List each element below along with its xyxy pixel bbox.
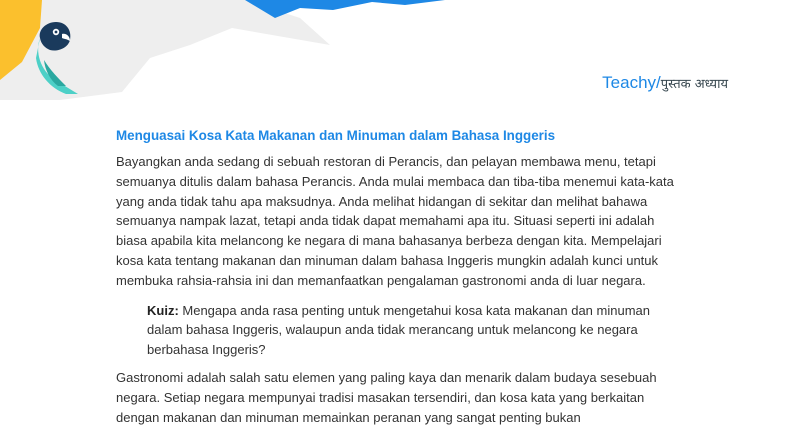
paragraph-intro: Bayangkan anda sedang di sebuah restoran di Perancis, dan pelayan membawa menu, tetapi semuanya ditulis dalam bahasa Perancis. Anda mulai membaca dan tiba-tiba menemui kata-kata yang anda tidak tahu apa maksudnya. Anda melihat hidangan di sekitar dan melihat bahawa semuanya nampak lazat, tetapi anda tidak dapat memahami apa itu. Situasi seperti ini adalah biasa apabila kita melancong ke negara di mana bahasanya berbeza dengan kita. Mempelajari kosa kata tentang makanan dan minuman dalam bahasa Inggeris mungkin adalah kunci untuk membuka rahsia-rahsia ini dan memanfaatkan pengalaman gastronomi anda di luar negara. <box>116 154 674 288</box>
brand-name: Teachy <box>602 73 657 92</box>
brand-separator: / <box>656 73 661 92</box>
document-body <box>116 127 682 427</box>
blue-shape <box>245 0 445 18</box>
header-decoration <box>0 0 796 110</box>
document-title: Menguasai Kosa Kata Makanan dan Minuman dalam Bahasa Inggeris <box>116 128 556 143</box>
brand[interactable] <box>602 73 728 93</box>
quiz-question: Mengapa anda rasa penting untuk mengetahui kosa kata makanan dan minuman dalam bahasa Inggeris, walaupun anda tidak merancang untuk melancong ke negara berbahasa Inggeris? <box>147 302 650 358</box>
quiz-block <box>147 301 657 360</box>
quiz-label: Kuiz: <box>147 302 179 318</box>
paragraph-gastronomy: Gastronomi adalah salah satu elemen yang paling kaya dan menarik dalam budaya sesebuah negara. Setiap negara mempunyai tradisi masakan tersendiri, dan kosa kata yang berkaitan dengan makanan dan minuman memainkan peranan yang sangat penting bukan <box>116 369 657 425</box>
brand-subtitle: पुस्तक अध्याय <box>660 77 728 92</box>
